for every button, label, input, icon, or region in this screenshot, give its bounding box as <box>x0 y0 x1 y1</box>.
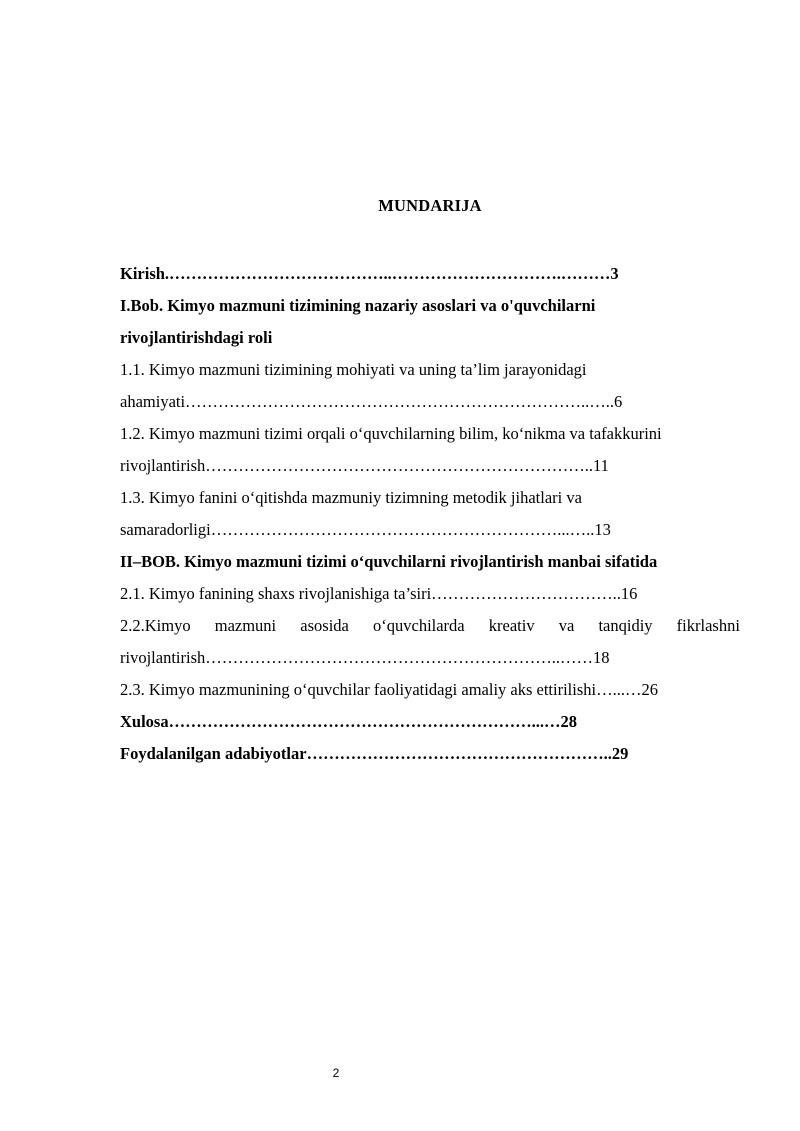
toc-line: rivojlantirishdagi roli <box>120 328 273 347</box>
toc-word: va <box>558 616 575 635</box>
toc-line: 2.3. Kimyo mazmunining o‘quvchilar faoliyatidagi amaliy aks ettirilishi…...…26 <box>120 680 658 699</box>
toc-line: 1.2. Kimyo mazmuni tizimi orqali o‘quvchilarning bilim, ko‘nikma va tafakkurini <box>120 424 662 443</box>
toc-entry <box>120 610 740 674</box>
toc-line: ahamiyati………………………………………………………………..…..6 <box>120 392 623 411</box>
toc-word: 2.2.Kimyo <box>120 616 191 635</box>
toc-line: samaradorligi………………………………………………………...…..13 <box>120 520 611 539</box>
toc-entry <box>120 258 740 290</box>
toc-line: 2.1. Kimyo fanining shaxs rivojlanishiga ta’siri……………………………..16 <box>120 584 638 603</box>
toc-word: fikrlashni <box>676 616 740 635</box>
toc-word: tanqidiy <box>598 616 653 635</box>
toc-line <box>120 610 740 642</box>
toc-word: o‘quvchilarda <box>373 616 465 635</box>
toc-entry <box>120 546 740 578</box>
table-of-contents <box>120 258 740 770</box>
toc-line: Xulosa…………………………………………………………...…28 <box>120 712 577 731</box>
toc-line: II–BOB. Kimyo mazmuni tizimi o‘quvchilarni rivojlantirish manbai sifatida <box>120 552 658 571</box>
toc-entry <box>120 738 740 770</box>
toc-line: Foydalanilgan adabiyotlar………………………………………………..29 <box>120 744 629 763</box>
toc-entry <box>120 354 740 418</box>
page-title: MUNDARIJA <box>378 196 482 215</box>
toc-entry <box>120 674 740 706</box>
toc-entry <box>120 418 740 482</box>
toc-word: mazmuni <box>214 616 277 635</box>
toc-line: 1.1. Kimyo mazmuni tizimining mohiyati va uning ta’lim jarayonidagi <box>120 360 587 379</box>
toc-line: Kirish.…………………………………..………………………….………3 <box>120 264 619 283</box>
toc-entry <box>120 706 740 738</box>
toc-entry <box>120 290 740 354</box>
toc-line: I.Bob. Kimyo mazmuni tizimining nazariy asoslari va o'quvchilarni <box>120 296 596 315</box>
toc-word: asosida <box>300 616 349 635</box>
toc-entry <box>120 578 740 610</box>
toc-line: rivojlantirish……………………………………………………………..11 <box>120 456 609 475</box>
toc-entry <box>120 482 740 546</box>
toc-line: 1.3. Kimyo fanini o‘qitishda mazmuniy tizimning metodik jihatlari va <box>120 488 582 507</box>
toc-line: rivojlantirish………………………………………………………..……18 <box>120 648 610 667</box>
toc-word: kreativ <box>488 616 535 635</box>
page-number: 2 <box>332 1066 340 1080</box>
